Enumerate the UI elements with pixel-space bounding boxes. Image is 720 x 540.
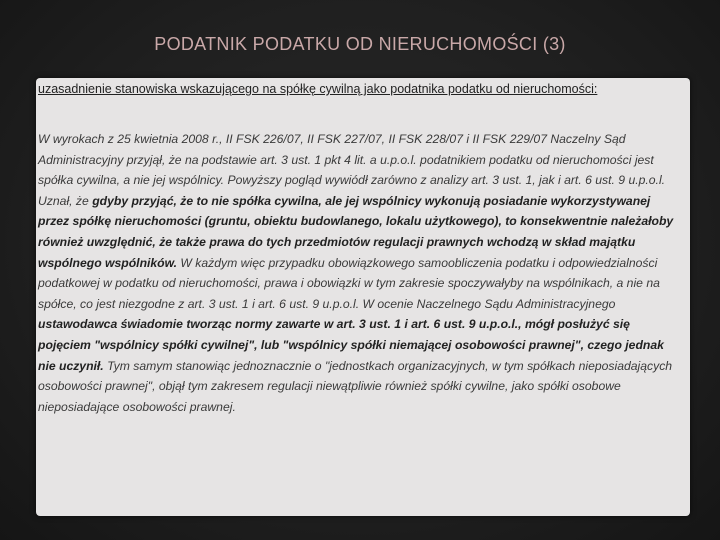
- section-heading: uzasadnienie stanowiska wskazującego na spółkę cywilną jako podatnika podatku od nieruchomości:: [38, 82, 598, 96]
- body-paragraph: [38, 129, 680, 417]
- paragraph-segment: W każdym więc przypadku obowiązkowego samoobliczenia podatku i odpowiedzialności podatkowej w podatku od nieruchomości, prawa i obowiązki w tym zakresie spoczywałyby na wspólnikach, a nie na spółce, co jest niezgodne z art. 3 ust. 1 i art. 6 ust. 9 u.p.o.l. W ocenie Naczelnego Sądu Administracyjnego: [38, 255, 660, 311]
- slide-title: PODATNIK PODATKU OD NIERUCHOMOŚCI (3): [154, 34, 566, 54]
- paragraph-segment-bold: ustawodawca świadomie tworząc normy zawarte w art. 3 ust. 1 i art. 6 ust. 9 u.p.o.l., mógł posłużyć się pojęciem "wspólnicy spółki cywilnej", lub "wspólnicy spółki niemającej osobowości prawnej", czego jednak nie uczynił.: [38, 317, 664, 373]
- paragraph-segment: Tym samym stanowiąc jednoznacznie o "jednostkach organizacyjnych, w tym spółkach nieposiadających osobowości prawnej", objął tym zakresem regulacji niewątpliwie również spółki cywilne, jako spółki osobowe nieposiadające osobowości prawnej.: [38, 358, 673, 414]
- paragraph-segment-bold: gdyby przyjąć, że to nie spółka cywilna, ale jej wspólnicy wykonują posiadanie wykorzystywanej przez spółkę nieruchomości (gruntu, obiektu budowlanego, lokalu użytkowego), to konsekwentnie należałoby również uwzględnić, że także prawa do tych przedmiotów regulacji prawnych wchodzą w skład majątku wspólnego wspólników.: [38, 193, 674, 270]
- paragraph-segment: W wyrokach z 25 kwietnia 2008 r., II FSK 226/07, II FSK 227/07, II FSK 228/07 i II FSK 229/07 Naczelny Sąd Administracyjny przyjął, że na podstawie art. 3 ust. 1 pkt 4 lit. a u.p.o.l. podatnikiem podatku od nieruchomości jest spółka cywilna, a nie jej wspólnicy. Powyższy pogląd wywiódł zarówno z analizy art. 3 ust. 1, jak i art. 6 ust. 9 u.p.o.l. Uznał, że: [38, 132, 666, 208]
